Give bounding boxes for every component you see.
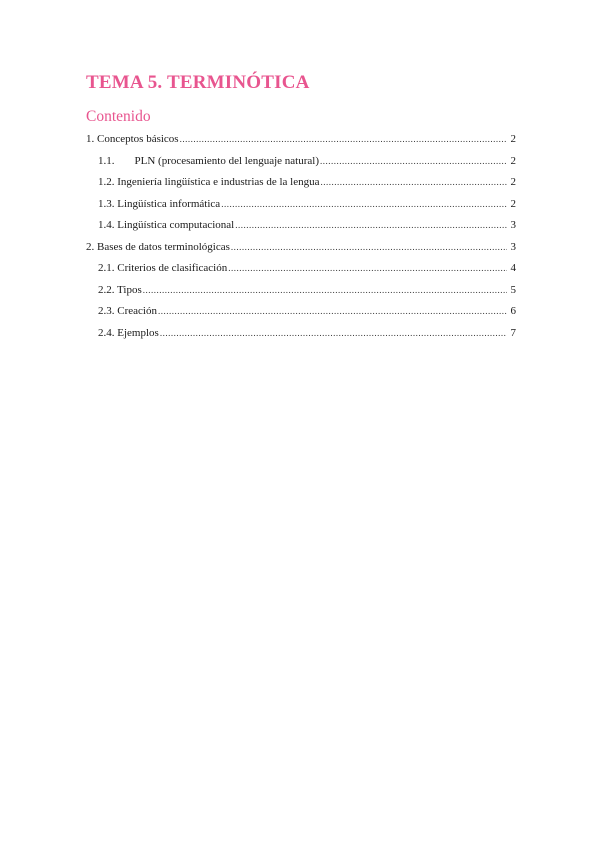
toc-dot-leader xyxy=(228,261,507,275)
toc-entry[interactable] xyxy=(86,154,516,176)
toc-entry-number: 1.1. xyxy=(98,154,115,167)
toc-dot-leader xyxy=(235,218,507,232)
toc-page-number: 3 xyxy=(510,240,516,253)
toc-dot-leader xyxy=(160,326,507,340)
toc-page-number: 5 xyxy=(510,283,516,296)
toc-dot-leader xyxy=(143,283,507,297)
toc-dot-leader xyxy=(320,175,507,189)
toc-page-number: 2 xyxy=(510,154,516,167)
toc-entry-text: 2. Bases de datos terminológicas xyxy=(86,240,230,253)
table-of-contents xyxy=(86,132,516,347)
toc-page-number: 2 xyxy=(510,197,516,210)
toc-entry-text: 1.3. Lingüística informática xyxy=(98,197,221,210)
toc-entry-text: 1.2. Ingeniería lingüística e industrias de la lengua xyxy=(98,176,320,188)
toc-dot-leader xyxy=(180,132,507,146)
toc-dot-leader xyxy=(158,304,507,318)
toc-page-number: 7 xyxy=(510,326,516,339)
toc-entry[interactable] xyxy=(86,261,516,283)
toc-entry[interactable] xyxy=(86,283,516,305)
toc-entry-text: 1.4. Lingüística computacional xyxy=(98,219,235,231)
toc-entry-text: 2.1. Criterios de clasificación xyxy=(98,262,228,274)
toc-entry[interactable] xyxy=(86,175,516,197)
toc-entry[interactable] xyxy=(86,197,516,219)
toc-page-number: 2 xyxy=(510,133,516,145)
toc-page-number: 3 xyxy=(510,219,516,231)
toc-entry-text xyxy=(98,154,319,168)
toc-entry[interactable] xyxy=(86,304,516,326)
toc-entry-text: 1. Conceptos básicos xyxy=(86,133,179,145)
toc-heading: Contenido xyxy=(86,108,151,125)
toc-page-number: 2 xyxy=(510,176,516,188)
toc-entry[interactable] xyxy=(86,326,516,348)
toc-dot-leader xyxy=(221,197,507,211)
toc-dot-leader xyxy=(320,154,507,168)
toc-entry-text: 2.4. Ejemplos xyxy=(98,326,159,339)
toc-dot-leader xyxy=(231,240,507,254)
toc-entry[interactable] xyxy=(86,240,516,262)
toc-entry-text: 2.3. Creación xyxy=(98,305,157,317)
toc-page-number: 4 xyxy=(510,262,516,274)
toc-page-number: 6 xyxy=(510,305,516,317)
document-title: TEMA 5. TERMINÓTICA xyxy=(86,72,310,93)
toc-entry[interactable] xyxy=(86,132,516,154)
toc-entry[interactable] xyxy=(86,218,516,240)
toc-entry-text: 2.2. Tipos xyxy=(98,283,142,296)
toc-entry-label: PLN (procesamiento del lenguaje natural) xyxy=(134,154,319,167)
